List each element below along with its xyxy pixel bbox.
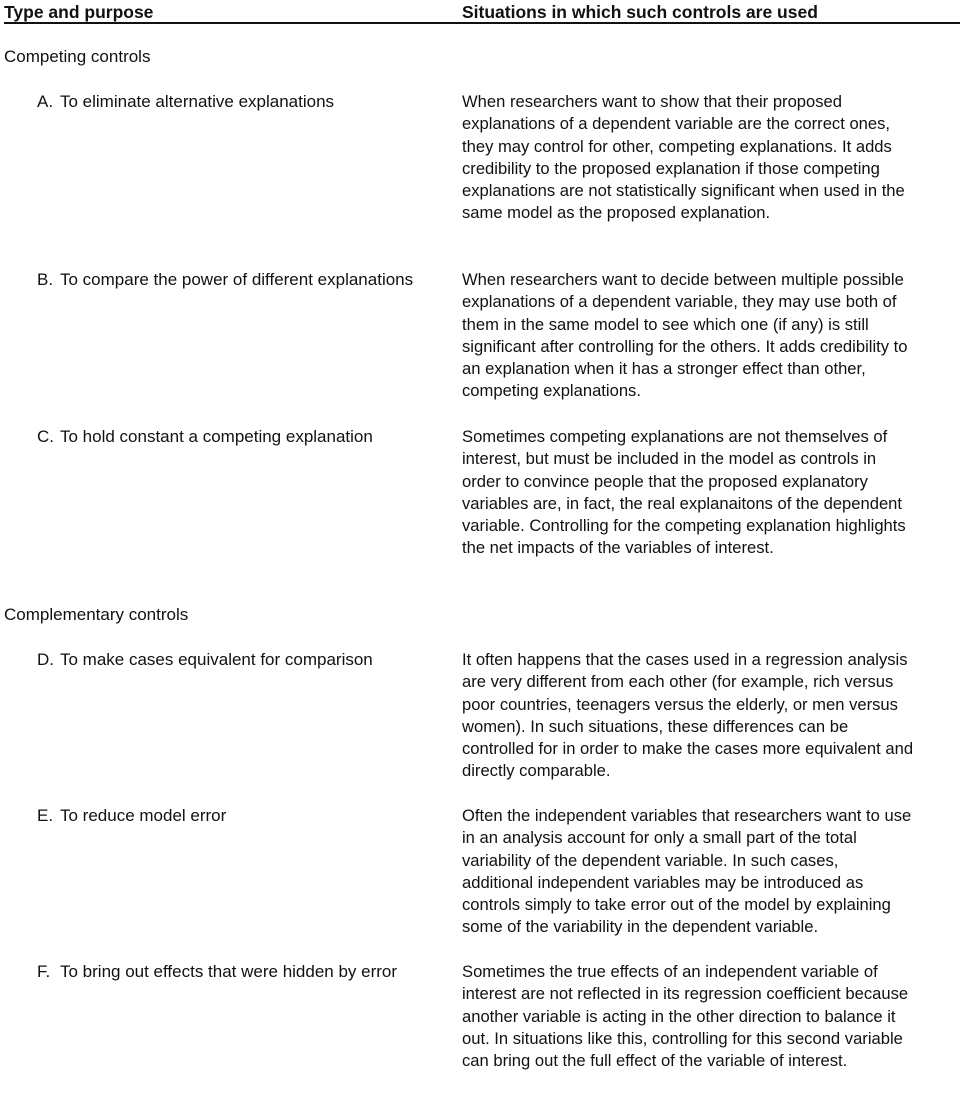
description-line: explanations are not statistically significant when used in the	[462, 181, 905, 201]
description-line: order to convince people that the proposed explanatory	[462, 471, 868, 491]
description-line: It often happens that the cases used in a regression analysis	[462, 650, 908, 669]
description-line: can bring out the full effect of the variable of interest.	[462, 1051, 848, 1071]
row-description	[462, 91, 958, 225]
description-line: interest are not reflected in its regression coefficient because	[462, 984, 909, 1004]
row-label	[37, 91, 334, 113]
description-line: the net impacts of the variables of interest.	[462, 538, 774, 558]
description-line: Sometimes competing explanations are not themselves of	[462, 427, 888, 446]
description-line: directly comparable.	[462, 761, 611, 781]
description-line: variables are, in fact, the real explanaitons of the dependent	[462, 493, 903, 513]
row-description	[462, 805, 958, 939]
row-letter: D.	[37, 650, 54, 669]
row-purpose: To hold constant a competing explanation	[60, 427, 373, 446]
description-line: same model as the proposed explanation.	[462, 203, 771, 223]
row-letter: E.	[37, 806, 54, 825]
description-line: variable. Controlling for the competing explanation highlights	[462, 516, 906, 536]
description-line: When researchers want to show that their proposed	[462, 92, 843, 111]
description-line: competing explanations.	[462, 381, 641, 401]
section-title-competing-controls: Competing controls	[4, 47, 151, 66]
description-line: controlled for in order to make the cases more equivalent and	[462, 739, 914, 759]
description-line: are very different from each other (for example, rich versus	[462, 672, 894, 692]
description-line: them in the same model to see which one (if any) is still	[462, 314, 869, 334]
description-line: explanations of a dependent variable are the correct ones,	[462, 114, 891, 134]
description-line: another variable is acting in the other direction to balance it	[462, 1006, 896, 1026]
row-label	[37, 649, 373, 671]
row-description	[462, 269, 958, 403]
description-line: women). In such situations, these differences can be	[462, 716, 849, 736]
description-line: they may control for other, competing explanations. It adds	[462, 136, 892, 156]
row-purpose: To compare the power of different explanations	[60, 270, 414, 289]
description-line: When researchers want to decide between multiple possible	[462, 270, 904, 289]
description-line: Often the independent variables that researchers want to use	[462, 806, 912, 825]
description-line: explanations of a dependent variable, they may use both of	[462, 292, 897, 312]
table-header	[4, 0, 960, 24]
row-label	[37, 961, 397, 983]
row-label	[37, 805, 226, 827]
row-label	[37, 426, 373, 448]
description-line: Sometimes the true effects of an independent variable of	[462, 962, 878, 981]
description-line: poor countries, teenagers versus the elderly, or men versus	[462, 694, 898, 714]
description-line: out. In situations like this, controlling for this second variable	[462, 1028, 903, 1048]
section-title-complementary-controls: Complementary controls	[4, 605, 189, 624]
description-line: in an analysis account for only a small part of the total	[462, 828, 857, 848]
description-line: some of the variability in the dependent variable.	[462, 917, 819, 937]
row-purpose: To make cases equivalent for comparison	[60, 650, 373, 669]
row-letter: F.	[37, 962, 51, 981]
row-purpose: To reduce model error	[60, 806, 227, 825]
description-line: credibility to the proposed explanation if those competing	[462, 158, 880, 178]
row-letter: B.	[37, 270, 54, 289]
row-description	[462, 961, 958, 1072]
row-description	[462, 649, 958, 783]
row-letter: A.	[37, 92, 54, 111]
description-line: additional independent variables may be introduced as	[462, 872, 864, 892]
description-line: an explanation when it has a stronger effect than other,	[462, 359, 866, 379]
column-header-situations: Situations in which such controls are used	[462, 2, 818, 22]
description-line: variability of the dependent variable. In such cases,	[462, 850, 839, 870]
description-line: significant after controlling for the others. It adds credibility to	[462, 336, 908, 356]
row-label	[37, 269, 413, 291]
row-description	[462, 426, 958, 560]
row-purpose: To eliminate alternative explanations	[60, 92, 335, 111]
description-line: controls simply to take error out of the model by explaining	[462, 895, 891, 915]
description-line: interest, but must be included in the model as controls in	[462, 449, 877, 469]
row-purpose: To bring out effects that were hidden by error	[60, 962, 398, 981]
row-letter: C.	[37, 427, 54, 446]
column-header-type-and-purpose: Type and purpose	[4, 2, 154, 22]
